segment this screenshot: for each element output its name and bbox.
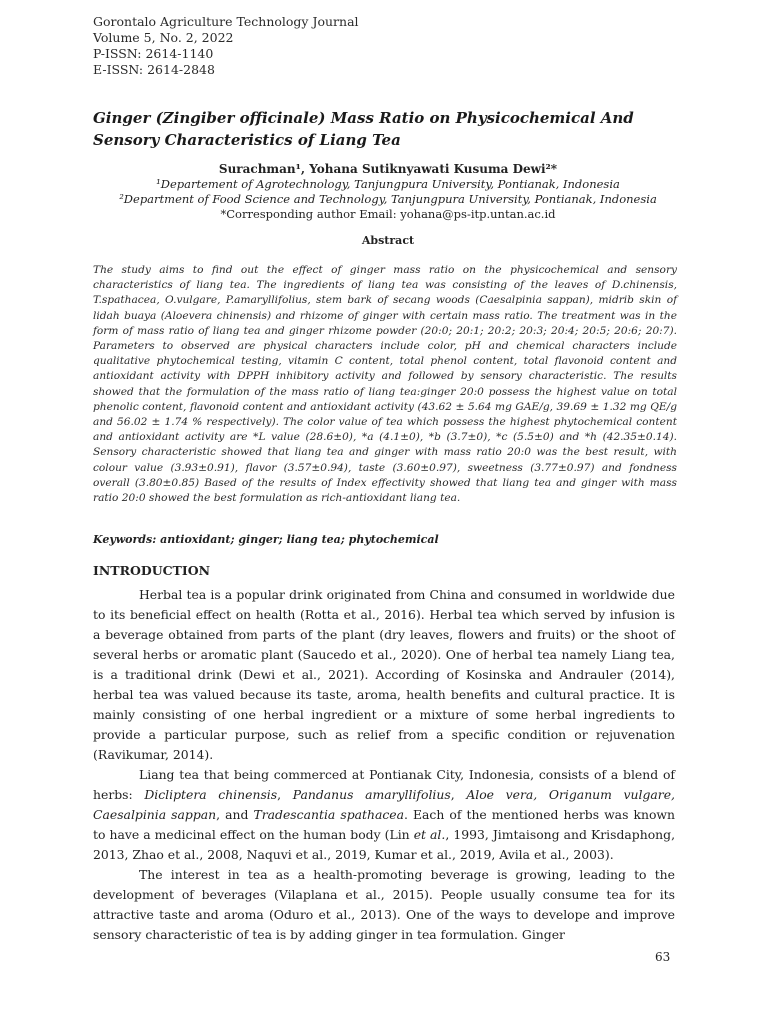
abstract-text: The study aims to find out the effect of ginger mass ratio on the physicochemical and sensory characteristics of liang tea. The ingredients of liang tea was consisting of the leaves of D.chinensis, T.spathacea, O.vulgare, P.amaryllifolius, stem bark of secang woods (Caesalpinia sappan), midrib skin of lidah buaya (Aloevera chinensis) and rhizome of ginger with certain mass ratio. The treatment was in the form of mass ratio of liang tea and ginger rhizome powder (20:0; 20:1; 20:2; 20:3; 20:4; 20:5; 20:6; 20:7). Parameters to observed are physical characters include color, pH and chemical characters include qualitative phytochemical testing, vitamin C content, total phenol content, total flavonoid content and antioxidant activity with DPPH inhibitory activity and followed by sensory characteristic. The results showed that the formulation of the mass ratio of liang tea:ginger 20:0 possess the highest value on total phenolic content, flavonoid content and antioxidant activity (43.62 ± 5.64 mg GAE/g, 39.69 ± 1.32 mg QE/g and 56.02 ± 1.74 % respectively). The color value of tea which possess the highest phytochemical content and antioxidant activity are *L value (28.6±0), *a (4.1±0), *b (3.7±0), *c (5.5±0) and *h (42.35±0.14). Sensory characteristic showed that liang tea and ginger with mass ratio 20:0 was the best result, with colour value (3.93±0.91), flavor (3.57±0.94), taste (3.60±0.97), sweetness (3.77±0.97) and fondness overall (3.80±0.85) Based of the results of Index effectivity showed that liang tea and ginger with mass ratio 20:0 showed the best formulation as rich-antioxidant liang tea. [93,264,677,505]
introduction-body [93,585,675,945]
p2-species-1: Dicliptera chinensis [144,787,278,802]
journal-volume: Volume 5, No. 2, 2022 [93,30,234,45]
author-names: Surachman¹, Yohana Sutiknyawati Kusuma Dewi²* [218,162,558,176]
journal-name: Gorontalo Agriculture Technology Journal [93,14,359,29]
section-heading-introduction: INTRODUCTION [93,563,211,578]
p2-species-3: Aloe vera, Origanum vulgare, Caesalpinia sappan [93,787,675,822]
page-number: 63 [655,950,671,964]
paragraph-2 [93,765,675,865]
journal-p-issn: P-ISSN: 2614-1140 [93,46,214,61]
abstract-heading: Abstract [361,234,415,247]
p2-species-2: Pandanus amaryllifolius [292,787,451,802]
p2-species-4: Tradescantia spathacea [253,807,405,822]
paragraph-3: The interest in tea as a health-promoting beverage is growing, leading to the development of beverages (Vilaplana et al., 2015). People usually consume tea for its attractive taste and aroma (Oduro et al., 2013). One of the ways to develope and improve sensory characteristic of tea is by adding ginger in tea formulation. Ginger [93,867,675,942]
corresponding-author: *Corresponding author Email: yohana@ps-itp.untan.ac.id [220,207,556,221]
author-block [93,162,683,222]
paragraph-1: Herbal tea is a popular drink originated from China and consumed in worldwide due to its beneficial effect on health (Rotta et al., 2016). Herbal tea which served by infusion is a beverage obtained from parts of the plant (dry leaves, flowers and fruits) or the shoot of several herbs or aromatic plant (Saucedo et al., 2020). One of herbal tea namely Liang tea, is a traditional drink (Dewi et al., 2021). According of Kosinska and Andrauler (2014), herbal tea was valued because its taste, aroma, health benefits and cultural practice. It is mainly consisting of one herbal ingredient or a mixture of some herbal ingredients to provide a particular purpose, such as relief from a specific condition or rejuvenation (Ravikumar, 2014). [93,587,675,762]
article-title: Ginger (Zingiber officinale) Mass Ratio on Physicochemical And Sensory Characteristics of Liang Tea [93,109,634,149]
affiliation-2: ²Department of Food Science and Technology, Tanjungpura University, Pontianak, Indonesia [119,192,657,206]
affiliation-1: ¹Departement of Agrotechnology, Tanjungpura University, Pontianak, Indonesia [156,177,620,191]
p2-et-al: et al. [413,827,446,842]
p2-text-f: , 1993, Jimtaisong and Krisdaphong, 2013, Zhao et al., 2008, Naquvi et al., 2019, Kumar et al., 2019, Avila et al., 2003). [93,827,676,862]
keywords: Keywords: antioxidant; ginger; liang tea; phytochemical [93,533,439,546]
journal-e-issn: E-ISSN: 2614-2848 [93,62,215,77]
p2-text-a: Liang tea that being commerced at Pontianak City, Indonesia, consists of a blend of herbs: [93,767,675,802]
p2-text-b: , [277,787,293,802]
p2-text-d: , and [216,807,254,822]
p2-text-c: , [450,787,467,802]
journal-header [93,14,359,78]
p2-text-e: . Each of the mentioned herbs was known to have a medicinal effect on the human body (Lin [93,807,675,842]
